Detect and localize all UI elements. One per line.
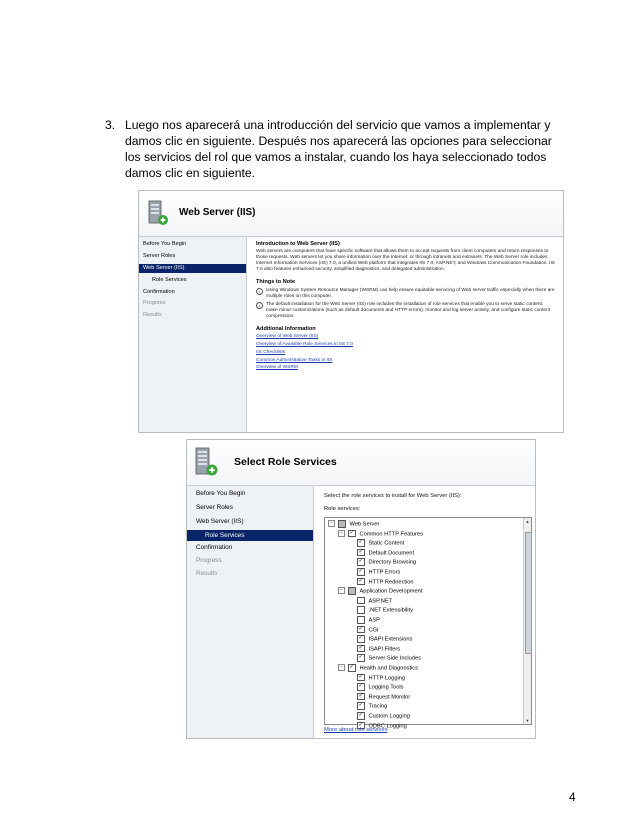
checkbox[interactable]: ✓ — [358, 673, 364, 680]
tree-item-label: Static Content — [368, 540, 405, 547]
nav-results: Results — [196, 570, 218, 577]
nav-progress: Progress — [196, 557, 222, 564]
nav-before-you-begin[interactable]: Before You Begin — [143, 241, 187, 247]
step-line: Luego nos aparecerá una introducción del servicio que vamos a implementar y — [125, 118, 551, 132]
tree-item-label: ASP.NET — [368, 598, 393, 605]
checkbox[interactable]: ✓ — [358, 692, 364, 699]
checkbox[interactable] — [357, 606, 365, 614]
step-text — [125, 117, 580, 181]
tree-item[interactable] — [338, 530, 423, 540]
tree-item-label: ISAPI Filters — [368, 646, 401, 653]
nav-web-server-selected[interactable]: Web Server (IIS) — [139, 264, 246, 273]
tree-item-label: Logging Tools — [368, 684, 404, 691]
link-overview-wsrm[interactable]: Overview of WSRM — [256, 365, 298, 371]
tree-item[interactable] — [357, 683, 404, 693]
tree-item-label: Server Side Includes — [368, 655, 421, 662]
nav-server-roles[interactable]: Server Roles — [143, 253, 176, 259]
intro-text: Web servers are computers that have specific software that allows them to accept requests from client computers and return responses to those requests. Web servers let you share information over the Internet, or through intranets and extranets. The Web Server role includes Internet Information Services (IIS) 7.0, a unified Web platform that integrates IIS 7.0, ASP.NET, and Windows Communication Foundation. IIS 7.0 also features enhanced security, simplified diagnostics, and delegated administration. — [256, 249, 555, 273]
wizard-nav — [139, 237, 247, 432]
tree-item[interactable] — [338, 664, 418, 674]
tree-item-label: Tracing — [368, 703, 388, 710]
tree-item-label: Request Monitor — [368, 694, 411, 701]
tree-item-label: .NET Extensibility — [368, 607, 413, 614]
nav-server-roles[interactable]: Server Roles — [196, 504, 233, 511]
tree-item[interactable] — [357, 606, 413, 616]
checkbox[interactable]: ✓ — [358, 548, 364, 555]
checkbox[interactable]: ✓ — [358, 712, 364, 718]
tree-item[interactable] — [357, 702, 387, 712]
checkbox[interactable]: ✓ — [358, 539, 364, 546]
tree-item[interactable] — [357, 597, 392, 607]
wizard-title: Select Role Services — [234, 456, 337, 468]
nav-role-services[interactable]: Role Services — [152, 277, 187, 283]
checkbox[interactable]: ✓ — [358, 635, 364, 642]
nav-progress: Progress — [143, 300, 166, 306]
tree-item-label: Application Development — [359, 588, 423, 595]
intro-content — [256, 241, 556, 372]
collapse-icon[interactable]: − — [338, 530, 345, 537]
checkbox[interactable]: ✓ — [358, 683, 364, 690]
tree-item-label: Default Document — [368, 550, 415, 557]
checkbox[interactable]: ✓ — [358, 577, 364, 584]
nav-results: Results — [143, 312, 162, 318]
wizard-header — [139, 191, 563, 237]
tree-item[interactable] — [357, 674, 405, 684]
checkbox[interactable]: ✓ — [358, 625, 364, 632]
wizard-header — [187, 440, 535, 486]
tree-item[interactable] — [357, 712, 410, 722]
tree-item[interactable] — [357, 645, 400, 655]
tree-item-label: Health and Diagnostics — [359, 665, 418, 672]
tree-item-label: Web Server — [349, 521, 380, 528]
note-item: i Using Windows System Resource Manager (WSRM) can help ensure equitable servicing of Web server traffic especially when there are multiple roles on this computer. — [256, 288, 556, 300]
tree-item-label: HTTP Logging — [368, 674, 406, 681]
tree-item[interactable] — [357, 616, 380, 626]
collapse-icon[interactable]: − — [328, 520, 335, 527]
scroll-down-icon[interactable]: ▼ — [525, 718, 530, 723]
link-iis-checklists[interactable]: IIS Checklists — [256, 349, 286, 355]
role-services-label: Role services: — [324, 506, 361, 512]
tree-item[interactable] — [357, 568, 400, 578]
collapse-icon[interactable]: − — [338, 587, 345, 594]
checkbox[interactable]: ✓ — [349, 529, 355, 536]
tree-item[interactable] — [357, 654, 421, 664]
role-services-tree[interactable] — [324, 517, 532, 729]
checkbox[interactable]: ✓ — [358, 568, 364, 574]
tree-scrollbar[interactable] — [523, 518, 531, 724]
step-line: los servicios del rol que vamos a instalar, cuando los haya seleccionado todos — [125, 150, 547, 164]
checkbox[interactable]: ✓ — [358, 644, 364, 651]
checkbox[interactable] — [357, 616, 365, 624]
more-about-role-services-link[interactable]: More about role services — [324, 727, 388, 733]
tree-item-label: HTTP Redirection — [368, 578, 414, 585]
tree-item-label: ODBC Logging — [368, 722, 407, 729]
checkbox[interactable] — [357, 597, 365, 605]
nav-web-server[interactable]: Web Server (IIS) — [196, 518, 244, 525]
checkbox[interactable]: ✓ — [358, 721, 364, 728]
step-line: damos clic en siguiente. — [125, 166, 256, 180]
web-server-intro-screenshot — [138, 190, 564, 433]
scroll-thumb[interactable] — [525, 532, 532, 654]
checkbox[interactable]: ✓ — [358, 558, 364, 565]
tree-item[interactable] — [357, 539, 404, 549]
tree-item-label: CGI — [368, 626, 379, 633]
tree-item[interactable] — [338, 587, 422, 597]
nav-role-services-selected[interactable]: Role Services — [187, 530, 313, 541]
tree-item[interactable] — [357, 558, 416, 568]
nav-before-you-begin[interactable]: Before You Begin — [196, 490, 246, 497]
checkbox[interactable] — [348, 587, 356, 595]
nav-confirmation[interactable]: Confirmation — [143, 289, 175, 295]
step-number: 3. — [105, 118, 116, 132]
tree-item-label: Common HTTP Features — [359, 530, 423, 537]
tree-item-label: ISAPI Extensions — [368, 636, 413, 643]
page-number: 4 — [569, 790, 576, 804]
server-role-icon — [147, 199, 169, 227]
link-admin-tasks[interactable]: Common Administrative Tasks in IIS — [256, 357, 333, 363]
tree-item[interactable] — [357, 626, 379, 636]
tree-item[interactable] — [357, 578, 414, 588]
tree-item-label: Directory Browsing — [368, 559, 417, 566]
link-available-role-services[interactable]: Overview of Available Role Services in IIS 7.0 — [256, 341, 353, 347]
scroll-up-icon[interactable]: ▲ — [525, 519, 530, 524]
things-heading: Things to Note — [256, 279, 296, 286]
tree-item[interactable] — [357, 635, 412, 645]
step-line: damos clic en siguiente. Después nos aparecerá las opciones para seleccionar — [125, 134, 552, 148]
collapse-icon[interactable]: − — [338, 664, 345, 671]
nav-confirmation[interactable]: Confirmation — [196, 544, 233, 551]
link-overview-iis[interactable]: Overview of Web Server (IIS) — [256, 334, 319, 340]
tree-item-label: Custom Logging — [368, 713, 410, 720]
tree-item[interactable] — [357, 549, 414, 559]
checkbox[interactable]: ✓ — [358, 654, 364, 661]
info-icon: i — [256, 288, 263, 295]
tree-item[interactable] — [328, 520, 379, 530]
checkbox[interactable]: ✓ — [349, 664, 355, 670]
additional-heading: Additional Information — [256, 326, 316, 333]
wizard-title: Web Server (IIS) — [179, 207, 256, 218]
tree-item-label: ASP — [368, 617, 380, 624]
note-item: i The default installation for the Web Server (IIS) role includes the installation of role services that enable you to serve static content, make minor customizations (such as default documents and HTTP errors), monitor and log server activity, and configure static content compression. — [256, 302, 556, 320]
info-icon: i — [256, 302, 263, 309]
server-role-icon — [194, 446, 218, 478]
tree-item-label: HTTP Errors — [368, 569, 401, 576]
wizard-nav — [187, 486, 314, 738]
checkbox[interactable] — [338, 520, 346, 528]
tree-item[interactable] — [357, 693, 410, 703]
select-role-services-screenshot — [186, 439, 536, 739]
checkbox[interactable]: ✓ — [358, 702, 364, 709]
role-services-prompt: Select the role services to install for Web Server (IIS): — [324, 493, 462, 499]
intro-heading: Introduction to Web Server (IIS) — [256, 241, 340, 247]
